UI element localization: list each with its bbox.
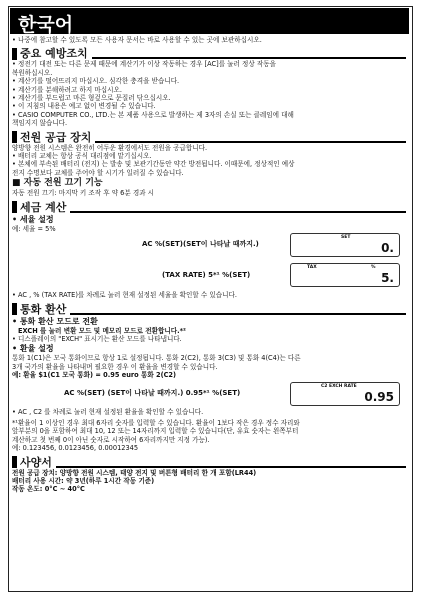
list-item: 책임지지 않습니다. bbox=[12, 119, 68, 128]
section-rule bbox=[95, 141, 406, 143]
lcd-display-rate bbox=[290, 382, 400, 406]
page-title: 한국어 bbox=[18, 14, 74, 36]
tax-steps bbox=[12, 233, 406, 291]
section-marker bbox=[12, 456, 17, 468]
tax-step1-keys: AC %(SET)(SET이 나타날 때까지.) bbox=[142, 240, 259, 249]
footnote-line: 앞부분의 0을 포함하여 최대 10, 12 또는 14자리까지 입력할 수 있습니다(단, 유효 숫자는 왼쪽부터 bbox=[12, 427, 299, 436]
section-marker bbox=[12, 303, 17, 315]
lcd-indicator-percent: % bbox=[371, 265, 376, 271]
currency-line: 통화 1(C1)은 모국 통화이므로 항상 1로 설정됩니다. 통화 2(C2), 통화 3(C3) 및 통화 4(C4)는 다른 bbox=[12, 354, 301, 363]
lcd-indicator: SET bbox=[341, 235, 351, 241]
list-item: • 계산기를 떨어뜨리지 마십시오. 심각한 충격을 받습니다. bbox=[12, 77, 180, 86]
footnote-line: *¹환율이 1 이상인 경우 최대 6자리 숫자를 입력할 수 있습니다. 환율이 1보다 작은 경우 정수 자리와 bbox=[12, 418, 300, 427]
section-rule bbox=[70, 313, 406, 315]
currency-step-keys: AC %(SET) (SET이 나타날 때까지.) 0.95*¹ %(SET) bbox=[64, 388, 241, 397]
lcd-display-tax bbox=[290, 263, 400, 287]
currency-steps bbox=[12, 380, 406, 408]
section-marker bbox=[12, 48, 17, 60]
intro-text: • 나중에 참고할 수 있도록 모든 사용자 문서는 바로 사용할 수 있는 곳에 보관하십시오. bbox=[12, 36, 262, 44]
list-item: 복원하십시오. bbox=[12, 68, 53, 77]
section-marker bbox=[12, 131, 17, 143]
spec-line: 작동 온도: 0°C ~ 40°C bbox=[12, 485, 85, 494]
lcd-display-set bbox=[290, 233, 400, 257]
title-bar bbox=[10, 8, 409, 34]
precautions-list bbox=[12, 60, 406, 127]
section-marker bbox=[12, 201, 17, 213]
auto-off-heading: ■ 자동 전원 끄기 기능 bbox=[12, 178, 103, 189]
currency-sub1-text2: • 디스플레이의 "EXCH" 표시기는 환산 모드를 나타냅니다. bbox=[12, 334, 182, 343]
tax-step2-keys: (TAX RATE) 5*¹ %(SET) bbox=[162, 271, 251, 280]
tax-example: 예: 세율 = 5% bbox=[12, 224, 56, 233]
tax-note: • AC , % (TAX RATE)를 차례로 눌러 현재 설정된 세율을 확인할 수 있습니다. bbox=[12, 291, 237, 300]
lcd-value: 0. bbox=[381, 241, 394, 256]
section-rule bbox=[56, 466, 406, 468]
tax-sub-heading: • 세율 설정 bbox=[12, 214, 54, 224]
spec-line: 전원 공급 장치: 양방향 전원 시스템, 태양 전지 및 버튼형 배터리 한 개 포함(LR44) bbox=[12, 468, 257, 477]
currency-note: • AC , C2 를 차례로 눌러 현재 설정된 환율을 확인할 수 있습니다. bbox=[12, 407, 204, 416]
currency-line: 3개 국가의 환율을 나타내며 필요한 경우 이 환율을 변경할 수 있습니다. bbox=[12, 362, 218, 371]
footnote-line: 계산하고 첫 번째 0이 아닌 숫자로 시작하여 6자리까지만 지정 가능). bbox=[12, 435, 210, 444]
footnote-line: 예: 0.123456, 0.0123456, 0.00012345 bbox=[12, 444, 139, 453]
tax-heading: 세금 계산 bbox=[20, 200, 67, 214]
precautions-header bbox=[12, 47, 406, 60]
currency-example: 예: 환율 $1(C1 모국 통화) = 0.95 euro 통화 2(C2) bbox=[12, 371, 177, 380]
power-header bbox=[12, 131, 406, 144]
power-heading: 전원 공급 장치 bbox=[20, 130, 92, 144]
specs-heading: 사양서 bbox=[20, 455, 52, 469]
power-line: • 본체에 부속된 배터리 (전지) 는 발송 및 보관기간동안 약간 방전됩니다. 이때문에, 정상적인 예상 bbox=[12, 160, 295, 169]
list-item: • 이 지침의 내용은 예고 없이 변경될 수 있습니다. bbox=[12, 102, 156, 111]
list-item: • CASIO COMPUTER CO., LTD.는 본 제품 사용으로 발생하는 제 3자의 손실 또는 클레임에 대해 bbox=[12, 110, 294, 119]
lcd-value: 0.95 bbox=[364, 389, 394, 404]
list-item: • 정전기 대전 또는 다른 문제 때문에 계산기가 이상 작동하는 경우 [AC]를 눌러 정상 작동을 bbox=[12, 60, 276, 69]
auto-off-text: 자동 전원 끄기: 마지막 키 조작 후 약 6분 경과 시 bbox=[12, 189, 155, 198]
section-rule bbox=[70, 211, 406, 213]
tax-header bbox=[12, 201, 406, 214]
content bbox=[12, 36, 406, 494]
spec-line: 배터리 사용 시간: 약 3년(하루 1시간 작동 기준) bbox=[12, 476, 155, 485]
currency-header bbox=[12, 303, 406, 316]
list-item: • 계산기를 부드럽고 마른 형겊으로 문질러 닦으십시오. bbox=[12, 94, 171, 103]
list-item: • 계산기를 분해하려고 하지 마십시오. bbox=[12, 85, 122, 94]
specs-header bbox=[12, 456, 406, 469]
currency-footnotes bbox=[12, 419, 406, 453]
currency-sub2: • 환율 설정 bbox=[12, 344, 54, 354]
lcd-value: 5. bbox=[381, 271, 394, 286]
currency-heading: 통화 환산 bbox=[20, 302, 67, 316]
currency-sub1-text1: EXCH 를 눌러 변환 모드 및 메모리 모드로 전환합니다.*² bbox=[18, 326, 186, 335]
power-line: 양방향 전원 시스템은 완전히 어두운 환경에서도 전원을 공급합니다. bbox=[12, 143, 208, 152]
power-line: 전지 수명보다 교체를 주어야 할 시기가 일러질 수 있습니다. bbox=[12, 168, 184, 177]
lcd-indicator: TAX bbox=[307, 265, 317, 271]
power-line: • 배터리 교체는 항상 공식 대리점에 맡기십시오. bbox=[12, 152, 152, 161]
currency-sub1: • 통화 환산 모드로 전환 bbox=[12, 316, 98, 326]
precautions-heading: 중요 예방조치 bbox=[20, 47, 88, 61]
lcd-indicator: C2 EXCH RATE bbox=[321, 383, 357, 389]
